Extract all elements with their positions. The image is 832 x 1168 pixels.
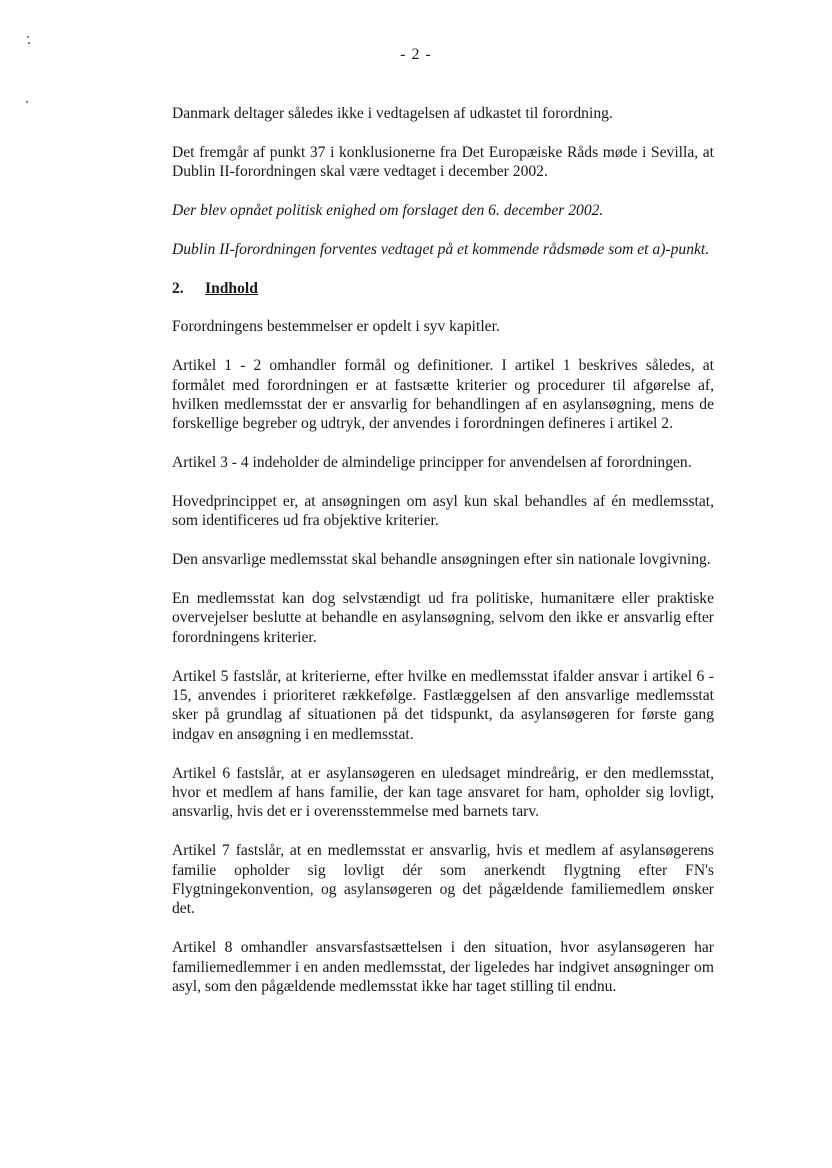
- paragraph-artikel-5: Artikel 5 fastslår, at kriterierne, efter hvilke en medlemsstat ifalder ansvar i artikel 6 - 15, anvendes i prioriteret rækkefølge. Fastlæggelsen af den ansvarlige medlemsstat sker på grundlag af situationen på det tidspunkt, da asylansøgeren for første gang indgav en ansøgning i en medlemsstat.: [172, 667, 714, 743]
- section-number: 2.: [172, 279, 184, 297]
- paragraph-national-legislation: Den ansvarlige medlemsstat skal behandle ansøgningen efter sin nationale lovgivning.: [172, 551, 711, 569]
- paragraph-danmark-deltager: Danmark deltager således ikke i vedtagelsen af udkastet til forordning.: [172, 105, 613, 122]
- paragraph-sovereignty-clause: En medlemsstat kan dog selvstændigt ud fra politiske, humanitære eller praktiske overvejelser beslutte at behandle en asylansøgning, selvom den ikke er ansvarlig efter forordningens kriterier.: [172, 590, 714, 646]
- paragraph-artikel-8: Artikel 8 omhandler ansvarsfastsættelsen i den situation, hvor asylansøgeren har familiemedlemmer i en anden medlemsstat, der ligeledes har indgivet ansøgninger om asyl, som den pågældende medlemsstat ikke har taget stilling til endnu.: [172, 939, 714, 996]
- paragraph-political-agreement: Der blev opnået politisk enighed om forslaget den 6. december 2002.: [172, 202, 604, 219]
- page-number: - 2 -: [400, 46, 432, 63]
- paragraph-sevilla-conclusion: Det fremgår af punkt 37 i konklusionerne fra Det Europæiske Råds møde i Sevilla, at Dublin II-forordningen skal være vedtaget i december 2002.: [172, 143, 714, 181]
- paragraph-artikel-6: Artikel 6 fastslår, at er asylansøgeren en uledsaget mindreårig, er den medlemsstat, hvor et medlem af hans familie, der kan tage ansvaret for ham, opholder sig lovligt, ansvarlig, hvis det er i overensstemmelse med barnets tarv.: [172, 764, 714, 821]
- paragraph-artikel-7: Artikel 7 fastslår, at en medlemsstat er ansvarlig, hvis et medlem af asylansøgerens familie opholder sig lovligt dér som anerkendt flygtning efter FN's Flygtningekonvention, og asylansøgeren og det pågældende familiemedlem ønsker det.: [172, 842, 714, 918]
- paragraph-chapters: Forordningens bestemmelser er opdelt i syv kapitler.: [172, 318, 500, 336]
- section-title: Indhold: [205, 279, 258, 297]
- paragraph-artikel-1-2: Artikel 1 - 2 omhandler formål og definitioner. I artikel 1 beskrives således, at formålet med forordningen er at fastsætte kriterier og procedurer til afgørelse af, hvilken medlemsstat der er ansvarlig for behandlingen af en asylansøgning, mens de forskellige begreber og udtryk, der anvendes i forordningen defineres i artikel 2.: [172, 357, 714, 433]
- scan-speck: [27, 36, 29, 38]
- scan-speck: [26, 101, 28, 103]
- paragraph-expected-adoption: Dublin II-forordningen forventes vedtaget på et kommende rådsmøde som et a)-punkt.: [172, 240, 710, 258]
- paragraph-main-principle: Hovedprincippet er, at ansøgningen om asyl kun skal behandles af én medlemsstat, som identificeres ud fra objektive kriterier.: [172, 493, 714, 530]
- scan-speck: [28, 42, 30, 44]
- section-heading: [172, 279, 714, 298]
- document-body: [172, 104, 714, 1016]
- paragraph-artikel-3-4: Artikel 3 - 4 indeholder de almindelige principper for anvendelsen af forordningen.: [172, 454, 692, 472]
